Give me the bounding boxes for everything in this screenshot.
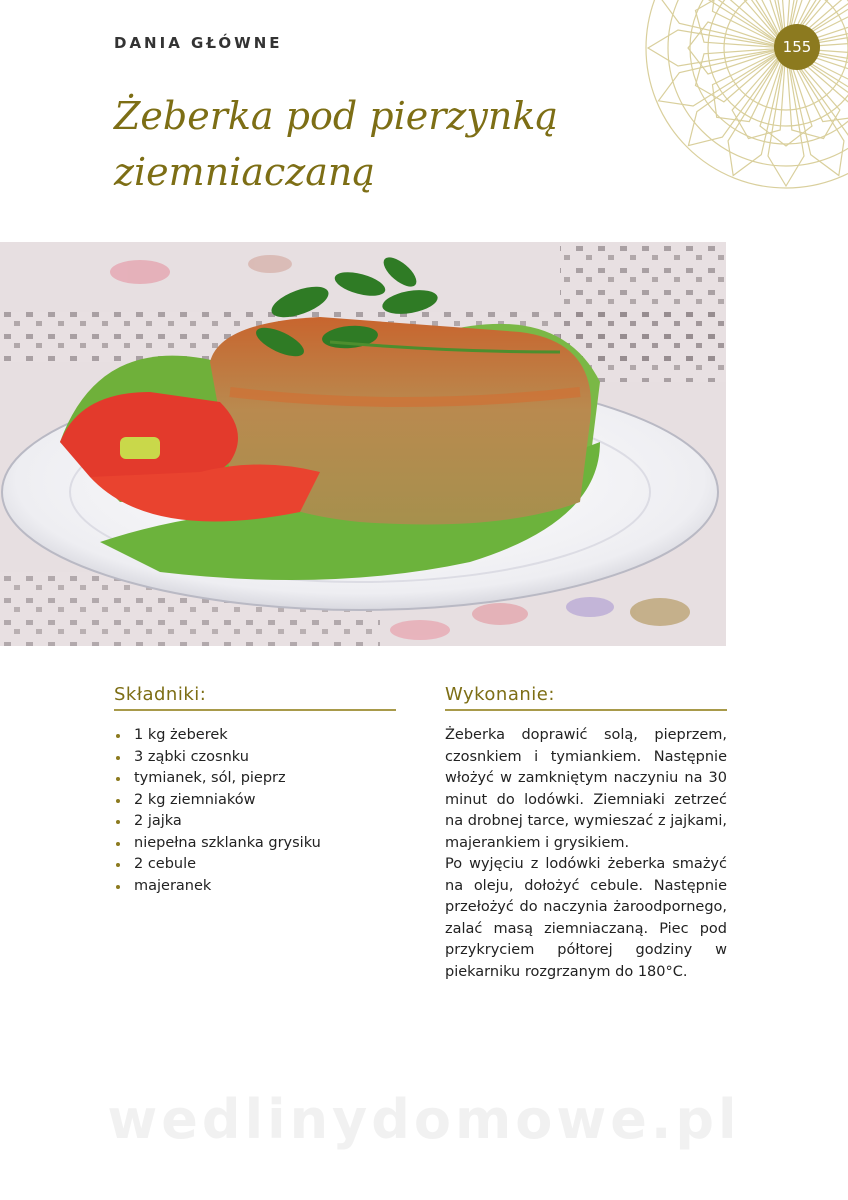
ingredients-list — [114, 725, 396, 897]
ingredients-section — [114, 684, 396, 897]
ingredients-heading: Składniki: — [114, 684, 396, 711]
preparation-heading: Wykonanie: — [445, 684, 727, 711]
ingredient-item: 1 kg żeberek — [114, 725, 396, 747]
ingredient-item: 2 jajka — [114, 811, 396, 833]
preparation-section — [445, 684, 727, 983]
recipe-title-line-1: Żeberka pod pierzynką — [114, 94, 559, 138]
page-number-badge: 155 — [774, 24, 820, 70]
watermark: wedlinydomowe.pl — [107, 1088, 741, 1151]
preparation-paragraph-1: Żeberka doprawić solą, pieprzem, czosnkiem i tymiankiem. Następnie włożyć w zamkniętym naczyniu na 30 minut do lodówki. Ziemniaki zetrzeć na drobnej tarce, wymieszać z jajkami, majerankiem i grysikiem. — [445, 727, 727, 851]
section-label: DANIA GŁÓWNE — [114, 34, 283, 52]
ingredient-item: niepełna szklanka grysiku — [114, 833, 396, 855]
recipe-title-line-2: ziemniaczaną — [114, 150, 376, 194]
dish-photo — [0, 242, 726, 646]
preparation-paragraph-2: Po wyjęciu z lodówki żeberka smażyć na oleju, dołożyć cebule. Następnie przełożyć do naczynia żaroodpornego, zalać masą ziemniaczaną. Piec pod przykryciem półtorej godziny w piekarniku rozgrzanym do 180°C. — [445, 856, 727, 980]
recipe-title — [114, 88, 674, 200]
ingredient-item: majeranek — [114, 876, 396, 898]
ingredient-item: 2 cebule — [114, 854, 396, 876]
ingredient-item: 3 ząbki czosnku — [114, 747, 396, 769]
ingredient-item: tymianek, sól, pieprz — [114, 768, 396, 790]
ingredient-item: 2 kg ziemniaków — [114, 790, 396, 812]
